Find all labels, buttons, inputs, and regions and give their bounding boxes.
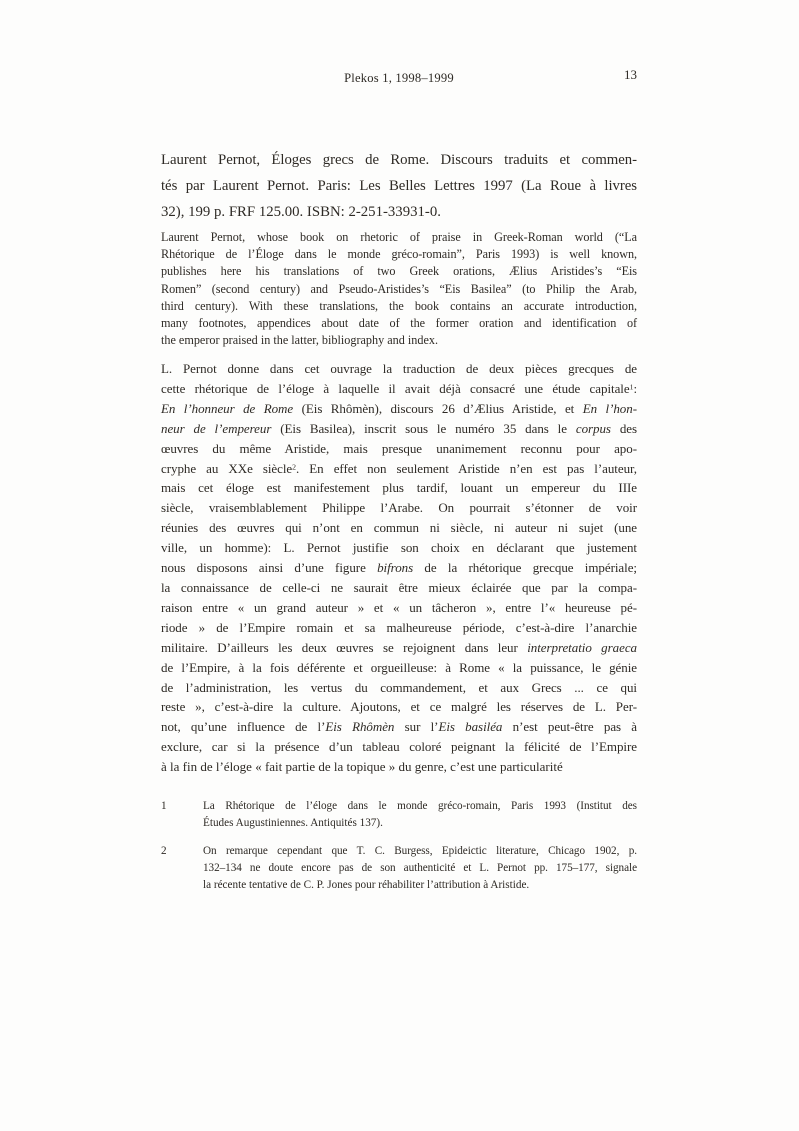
footnote-number: 1 <box>161 800 167 812</box>
text-line: Études Augustiniennes. Antiquités 137). <box>203 817 383 829</box>
footnote-number: 2 <box>161 845 167 857</box>
text-line: de l’administration, les vertus du commandement, et aux Grecs ... ce qui <box>161 679 637 695</box>
italic-text: En l’honneur de Rome <box>161 400 294 416</box>
text-line: militaire. D’ailleurs les deux œuvres se rejoignent dans leur interpretatio graeca <box>161 639 637 655</box>
text-line: L. Pernot donne dans cet ouvrage la traduction de deux pièces grecques de <box>161 361 637 376</box>
text-line: de l’Empire, à la fois déférente et orgueilleuse: à Rome « la puissance, le génie <box>161 659 637 675</box>
text-line: reste », c’est-à-dire la culture. Ajoutons, et ce malgré les réserves de L. Per- <box>161 699 637 715</box>
text-line: neur de l’empereur (Eis Basilea), inscrit sous le numéro 35 dans le corpus des <box>161 420 637 436</box>
text-line: many footnotes, appendices about date of the former oration and identification of <box>161 316 637 331</box>
text-line: cryphe au XXe siècle$^2$. En effet non seulement Aristide n’en est pas l’auteur, <box>161 460 637 476</box>
page-header <box>161 67 637 86</box>
english-abstract <box>161 229 637 349</box>
text-line: riode » de l’Empire romain et sa malheureuse période, c’est-à-dire l’anarchie <box>161 619 637 635</box>
text-line: ville, un homme): L. Pernot justifie son choix en déclarant que justement <box>161 540 637 556</box>
italic-text: interpretatio graeca <box>527 639 637 655</box>
text-line: Laurent Pernot, whose book on rhetoric of praise in Greek-Roman world (“La <box>161 230 637 244</box>
text-line: siècle, vraisemblablement Philippe l’Arabe. On pourrait s’étonner de voir <box>161 500 637 516</box>
italic-text: En l’hon- <box>582 400 637 416</box>
text-line: Laurent Pernot, Éloges grecs de Rome. Discours traduits et commen- <box>161 152 637 168</box>
footnote-text <box>203 843 637 894</box>
text-line: On remarque cependant que T. C. Burgess, Epideictic literature, Chicago 1902, p. <box>203 845 637 857</box>
text-line: publishes here his translations of two Greek orations, Ælius Aristides’s “Eis <box>161 264 637 279</box>
text-line: nous disposons ainsi d’une figure bifrons de la rhétorique grecque impériale; <box>161 560 637 576</box>
text-line: the emperor praised in the latter, bibliography and index. <box>161 333 439 348</box>
footnote <box>161 843 637 894</box>
italic-text: Eis Rhômèn <box>325 719 395 735</box>
text-line: third century). With these translations, the book contains an accurate introduction, <box>161 298 637 313</box>
text-line: la connaissance de celle-ci ne saurait être mieux éclairée que par la compa- <box>161 579 637 595</box>
text-line: tés par Laurent Pernot. Paris: Les Belles Lettres 1997 (La Roue à livres <box>161 178 637 194</box>
text-line: œuvres du même Aristide, mais presque unanimement reconnu pour apo- <box>161 440 637 456</box>
text-line: à la fin de l’éloge « fait partie de la topique » du genre, c’est une particularité <box>161 759 563 775</box>
text-line: En l’honneur de Rome (Eis Rhômèn), discours 26 d’Ælius Aristide, et En l’hon- <box>161 400 637 416</box>
page-number: 13 <box>624 67 637 82</box>
running-head: Plekos 1, 1998–1999 <box>344 71 454 85</box>
text-line: Rhétorique de l’Éloge dans le monde gréco-romain”, Paris 1993) is well known, <box>161 247 637 262</box>
book-reference-title <box>161 147 637 225</box>
text-line: exclure, car si la présence d’un tableau coloré peignant la félicité de l’Empire <box>161 739 637 755</box>
text-line: 32), 199 p. FRF 125.00. ISBN: 2-251-33931-0. <box>161 204 441 220</box>
text-line: not, qu’une influence de l’Eis Rhômèn sur l’Eis basiléa n’est peut-être pas à <box>161 719 638 735</box>
text-line: réunies des œuvres qui n’ont en commun ni siècle, ni auteur ni sujet (une <box>161 520 637 536</box>
text-line: cette rhétorique de l’éloge à laquelle il avait déjà consacré une étude capitale$^1$: <box>161 380 637 396</box>
footnote-marker: 2 <box>292 462 297 472</box>
italic-text: corpus <box>575 420 611 436</box>
footnote <box>161 798 637 832</box>
text-line: la récente tentative de C. P. Jones pour réhabiliter l’attribution à Aristide. <box>203 879 530 891</box>
italic-text: neur de l’empereur <box>161 420 272 436</box>
footnote-marker: 1 <box>629 382 634 392</box>
text-line: Romen” (second century) and Pseudo-Aristides’s “Eis Basilea” (to Philip the Arab, <box>161 281 637 296</box>
text-line: La Rhétorique de l’éloge dans le monde gréco-romain, Paris 1993 (Institut des <box>203 800 637 812</box>
text-line: raison entre « un grand auteur » et « un tâcheron », entre l’« heureuse pé- <box>161 599 637 615</box>
italic-text: Eis basiléa <box>438 719 503 735</box>
review-body <box>161 359 637 777</box>
footnotes <box>161 798 637 894</box>
italic-text: bifrons <box>377 560 414 576</box>
text-line: mais cet éloge est manifestement plus tardif, louant un empereur du IIIe <box>161 480 637 496</box>
footnote-text <box>203 798 637 832</box>
text-line: 132–134 ne doute encore pas de son authenticité et L. Pernot pp. 175–177, signale <box>203 862 637 874</box>
